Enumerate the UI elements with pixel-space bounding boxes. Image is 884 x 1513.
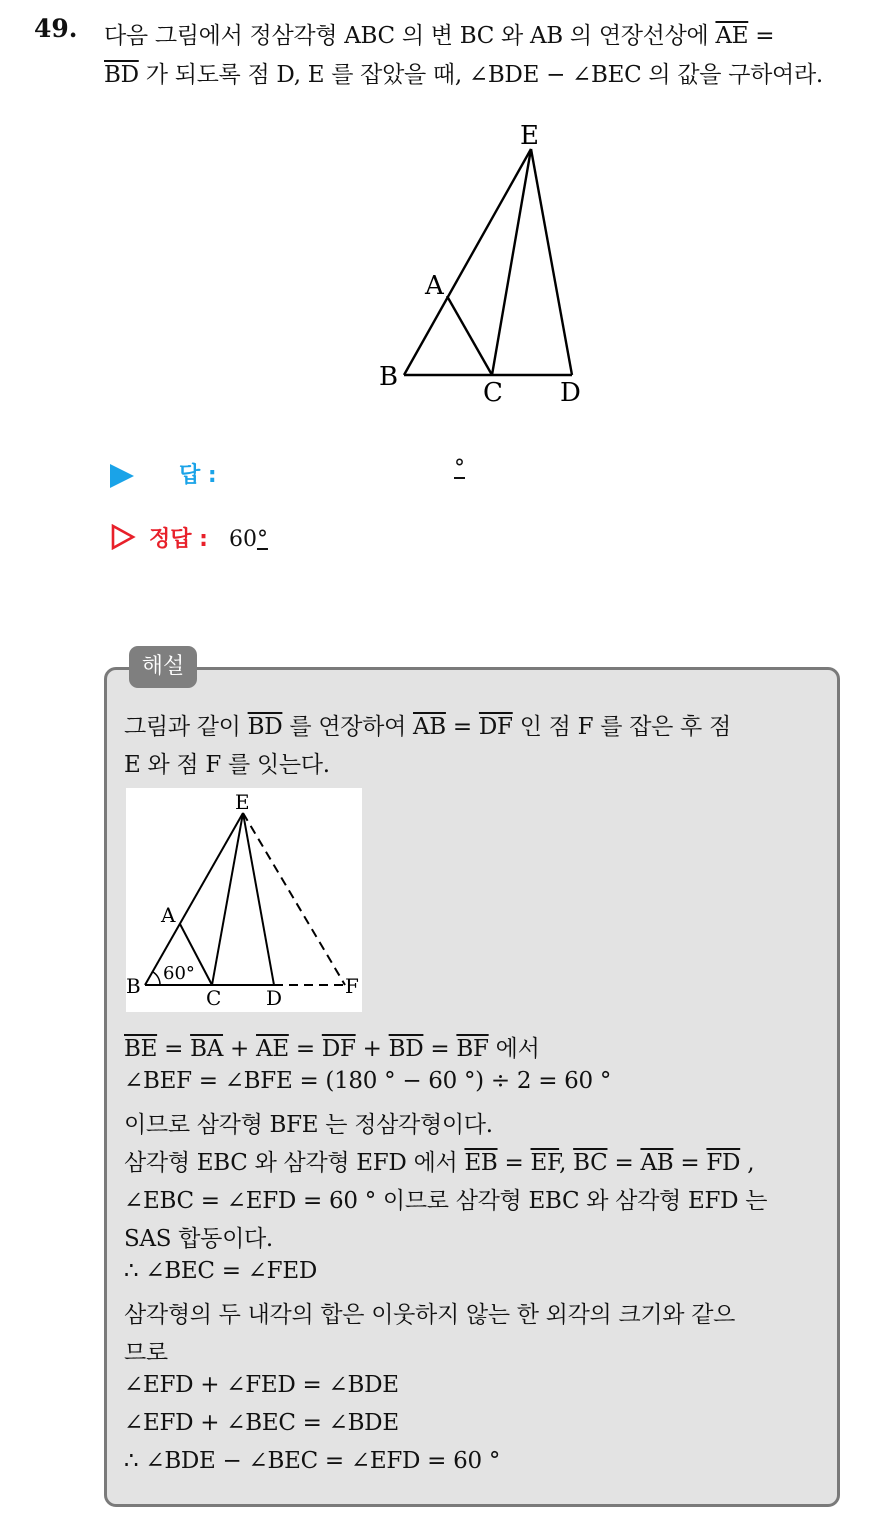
label-e: E [520,121,539,151]
solution-line-2: E 와 점 F 를 잇는다. [124,752,330,778]
answer-label: 답 : [179,463,217,488]
segment-bd: $\overline{BD}$ [247,714,283,740]
solution-text: 그림과 같이 [124,714,248,740]
correct-answer-label: 정답 : [149,527,208,552]
segment-a-c [447,296,492,375]
solution-eq-7: ∴ ∠BEC = ∠FED [124,1258,317,1284]
answer-unit: ° [454,456,465,481]
label-c: C [483,378,503,408]
segment-bf: $\overline{BF}$ [456,1036,489,1062]
question-text-1: 다음 그림에서 정삼각형 ABC 의 변 BC 와 AB 의 연장선상에 [104,23,716,49]
solution-tag: 해설 [129,646,197,688]
segment-ba: $\overline{BA}$ [190,1036,224,1062]
solution-eq-10: ∠EFD + ∠FED = ∠BDE [124,1372,399,1398]
segment-eb: $\overline{EB}$ [464,1150,498,1176]
solution-eq-2: ∠BEF = ∠BFE = (180 ° − 60 °) ÷ 2 = 60 ° [124,1068,612,1094]
label-d: D [266,986,283,1010]
solution-eq-4: 삼각형 EBC 와 삼각형 EFD 에서 $\overline{EB} = \overline{EF}$, $\overline{BC} = \overline{AB} = \overline{FD}$ , [124,1150,755,1176]
correct-answer-value: 60 [228,527,257,552]
segment-bd: $\overline{BD}$ [104,62,139,88]
segment-d-e [531,149,572,375]
solution-text: 에서 [488,1036,540,1062]
question-text-2: 가 되도록 점 D, E 를 잡았을 때, ∠BDE − ∠BEC 의 값을 구하여라. [138,62,823,88]
solution-text: 삼각형 EBC 와 삼각형 EFD 에서 [124,1150,465,1176]
label-c: C [206,986,222,1010]
label-d: D [560,378,581,408]
right-triangle-outline-icon [110,524,136,556]
solution-eq-11: ∠EFD + ∠BEC = ∠BDE [124,1410,399,1436]
segment-ab: $\overline{AB}$ [640,1150,674,1176]
angle-label-60: 60° [163,963,195,984]
label-b: B [379,362,399,392]
solution-text: 를 연장하여 [282,714,413,740]
solution-eq-1: $\overline{BE} = \overline{BA} + \overline{AE} = \overline{DF} + \overline{BD} = \overline{BF}$ 에서 [124,1036,540,1062]
segment-df: $\overline{DF}$ [321,1036,356,1062]
solution-eq-9: 므로 [124,1340,168,1366]
question-line-1 [104,17,774,50]
answer-row [110,458,217,489]
solution-eq-6: SAS 합동이다. [124,1226,273,1252]
solution-text: = [445,714,479,740]
solution-text: 인 점 F 를 잡은 후 점 [512,714,731,740]
label-f: F [345,974,359,998]
question-number: 49. [34,14,78,43]
solution-eq-3: 이므로 삼각형 BFE 는 정삼각형이다. [124,1112,493,1138]
solution-line-1 [124,708,731,741]
solution-eq-8: 삼각형의 두 내각의 합은 이웃하지 않는 한 외각의 크기와 같으 [124,1302,736,1328]
segment-be: $\overline{BE}$ [124,1036,158,1062]
segment-ab: $\overline{AB}$ [413,714,446,740]
label-e: E [235,790,250,814]
solution-eq-12: ∴ ∠BDE − ∠BEC = ∠EFD = 60 ° [124,1448,501,1474]
question-text-1-end: = [748,23,775,49]
segment-ef: $\overline{EF}$ [530,1150,560,1176]
answer-input-blank[interactable] [230,458,450,486]
correct-answer-row [110,522,268,556]
label-a: A [425,271,444,301]
segment-fd: $\overline{FD}$ [706,1150,741,1176]
right-triangle-filled-icon [110,464,134,488]
segment-bc: $\overline{BC}$ [573,1150,608,1176]
solution-eq-5: ∠EBC = ∠EFD = 60 ° 이므로 삼각형 EBC 와 삼각형 EFD 는 [124,1188,768,1214]
label-b: B [126,974,141,998]
label-a: A [161,903,176,927]
segment-df: $\overline{DF}$ [478,714,513,740]
correct-answer-unit: ° [256,527,268,552]
question-line-2 [104,56,823,89]
segment-bd: $\overline{BD}$ [388,1036,424,1062]
solution-text: , [740,1150,755,1176]
segment-ae: $\overline{AE}$ [715,23,749,49]
figure-triangle-abc [360,115,610,415]
segment-ae: $\overline{AE}$ [256,1036,289,1062]
figure-solution-diagram [126,788,362,1012]
